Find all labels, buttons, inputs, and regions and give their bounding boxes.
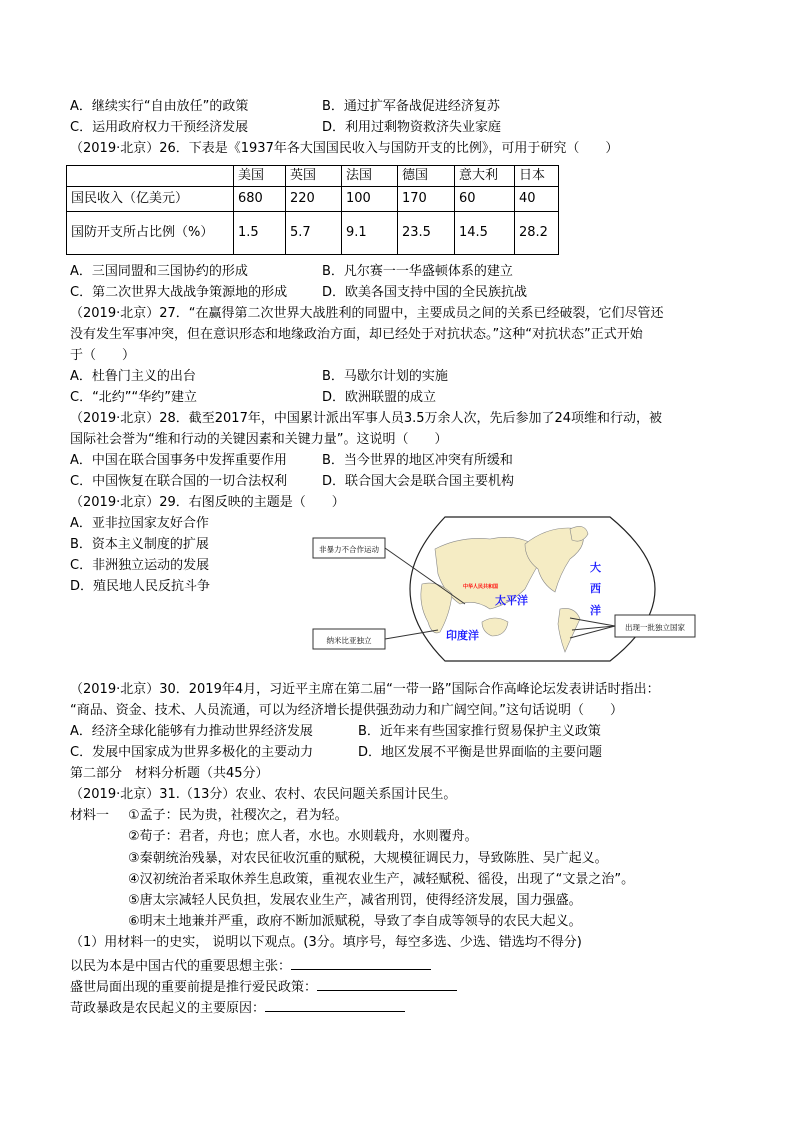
answer-blank[interactable] [265, 997, 405, 1012]
table-row [67, 187, 559, 212]
answer-line-1 [70, 955, 431, 976]
ocean-label-atlantic-2: 西 [590, 582, 601, 595]
material-item: ①孟子：民为贵，社稷次之，君为轻。 [128, 808, 348, 823]
q25-option-b: B．通过扩军备战促进经济复苏 [322, 99, 500, 114]
q28-option-c: C．中国恢复在联合国的一切合法权利 [70, 474, 288, 489]
table-header-cell: 意大利 [455, 166, 515, 187]
ocean-label-atlantic-1: 大 [590, 561, 601, 574]
q26-option-d: D．欧美各国支持中国的全民族抗战 [322, 285, 528, 300]
table-cell: 40 [515, 187, 559, 212]
q29-stem: （2019·北京）29．右图反映的主题是（ ） [70, 495, 345, 510]
table-cell: 国防开支所占比例（%） [67, 212, 234, 255]
answer-prompt: 苛政暴政是农民起义的主要原因： [70, 1001, 266, 1016]
part2-heading: 第二部分 材料分析题（共45分） [70, 766, 269, 781]
q30-option-a: A．经济全球化能够有力推动世界经济发展 [70, 724, 313, 739]
answer-prompt: 盛世局面出现的重要前提是推行爱民政策： [70, 980, 318, 995]
q30-stem-line2: “商品、资金、技术、人员流通，可以为经济增长提供强劲动力和广阔空间。”这句话说明（ ） [70, 703, 623, 718]
material-one-label: 材料一 [70, 808, 110, 823]
table-cell: 9.1 [342, 212, 398, 255]
table-cell: 国民收入（亿美元） [67, 187, 234, 212]
material-item: ⑤唐太宗减轻人民负担，发展农业生产，减省刑罚，使得经济发展，国力强盛。 [128, 893, 582, 908]
q26-stem: （2019·北京）26．下表是《1937年各大国国民收入与国防开支的比例》，可用于研究（ ） [70, 141, 619, 156]
q25-option-a: A．继续实行“自由放任”的政策 [70, 99, 249, 114]
q27-stem-line1: （2019·北京）27．“在赢得第二次世界大战胜利的同盟中，主要成员之间的关系已经破裂，它们尽管还 [70, 306, 664, 321]
answer-blank[interactable] [291, 955, 431, 970]
q27-option-d: D．欧洲联盟的成立 [322, 390, 437, 405]
q31-sub1: （1）用材料一的史实， 说明以下观点。(3分。填序号，每空多选、少选、错选均不得分) [70, 935, 582, 950]
q29-option-d: D．殖民地人民反抗斗争 [70, 579, 211, 594]
table-cell: 14.5 [455, 212, 515, 255]
table-cell: 60 [455, 187, 515, 212]
table-cell: 100 [342, 187, 398, 212]
table-header-cell: 英国 [286, 166, 342, 187]
q28-option-d: D．联合国大会是联合国主要机构 [322, 474, 515, 489]
table-cell: 170 [398, 187, 455, 212]
q26-option-a: A．三国同盟和三国协约的形成 [70, 264, 248, 279]
table-cell: 28.2 [515, 212, 559, 255]
q29-option-a: A．亚非拉国家友好合作 [70, 516, 209, 531]
q26-table [66, 165, 559, 255]
q29-option-b: B．资本主义制度的扩展 [70, 537, 209, 552]
table-cell: 1.5 [234, 212, 286, 255]
answer-blank[interactable] [317, 976, 457, 991]
material-item: ⑥明末土地兼并严重，政府不断加派赋税，导致了李自成等领导的农民大起义。 [128, 914, 582, 929]
ocean-label-indian: 印度洋 [446, 629, 479, 642]
material-item: ③秦朝统治残暴，对农民征收沉重的赋税，大规模征调民力，导致陈胜、吴广起义。 [128, 851, 608, 866]
material-item: ④汉初统治者采取休养生息政策，重视农业生产，减轻赋税、徭役，出现了“文景之治”。 [128, 872, 635, 887]
table-header-cell: 德国 [398, 166, 455, 187]
table-cell: 220 [286, 187, 342, 212]
table-header-row [67, 166, 559, 187]
table-cell: 5.7 [286, 212, 342, 255]
q30-stem-line1: （2019·北京）30．2019年4月，习近平主席在第二届“一带一路”国际合作高峰论坛发表讲话时指出： [70, 682, 660, 697]
callout-label-nonviolence: 非暴力不合作运动 [319, 545, 379, 554]
q29-option-c: C．非洲独立运动的发展 [70, 558, 210, 573]
q30-option-d: D．地区发展不平衡是世界面临的主要问题 [358, 745, 603, 760]
q27-stem-line2: 没有发生军事冲突，但在意识形态和地缘政治方面，却已经处于对抗状态。”这种“对抗状态”正式开始 [70, 327, 643, 342]
q30-option-c: C．发展中国家成为世界多极化的主要动力 [70, 745, 314, 760]
q28-option-a: A．中国在联合国事务中发挥重要作用 [70, 453, 287, 468]
ocean-label-pacific: 太平洋 [495, 594, 528, 607]
world-map-figure [310, 514, 700, 664]
q28-stem-line1: （2019·北京）28．截至2017年，中国累计派出军事人员3.5万余人次，先后参加了24项维和行动，被 [70, 411, 663, 426]
answer-line-2 [70, 976, 457, 997]
q27-option-c: C．“北约”“华约”建立 [70, 390, 198, 405]
q26-option-c: C．第二次世界大战战争策源地的形成 [70, 285, 288, 300]
china-label: 中华人民共和国 [463, 584, 499, 590]
q28-option-b: B．当今世界的地区冲突有所缓和 [322, 453, 513, 468]
answer-prompt: 以民为本是中国古代的重要思想主张： [70, 959, 292, 974]
q27-stem-line3: 于（ ） [70, 348, 136, 363]
table-header-cell: 日本 [515, 166, 559, 187]
q25-option-d: D．利用过剩物资救济失业家庭 [322, 120, 502, 135]
callout-label-namibia: 纳米比亚独立 [326, 636, 372, 645]
table-header-cell: 美国 [234, 166, 286, 187]
answer-line-3 [70, 997, 405, 1018]
table-row [67, 212, 559, 255]
q28-stem-line2: 国际社会誉为“维和行动的关键因素和关键力量”。这说明（ ） [70, 432, 448, 447]
ocean-label-atlantic-3: 洋 [590, 604, 601, 617]
table-cell: 680 [234, 187, 286, 212]
q25-option-c: C．运用政府权力干预经济发展 [70, 120, 249, 135]
table-header-cell [67, 166, 234, 187]
q30-option-b: B．近年来有些国家推行贸易保护主义政策 [358, 724, 601, 739]
q27-option-b: B．马歇尔计划的实施 [322, 369, 448, 384]
material-item: ②荀子：君者，舟也；庶人者，水也。水则载舟，水则覆舟。 [128, 829, 478, 844]
q27-option-a: A．杜鲁门主义的出台 [70, 369, 196, 384]
table-cell: 23.5 [398, 212, 455, 255]
q31-stem: （2019·北京）31.（13分）农业、农村、农民问题关系国计民生。 [70, 787, 457, 802]
callout-label-independent-states: 出现一批独立国家 [625, 623, 685, 632]
q26-option-b: B．凡尔赛一一华盛顿体系的建立 [322, 264, 513, 279]
table-header-cell: 法国 [342, 166, 398, 187]
